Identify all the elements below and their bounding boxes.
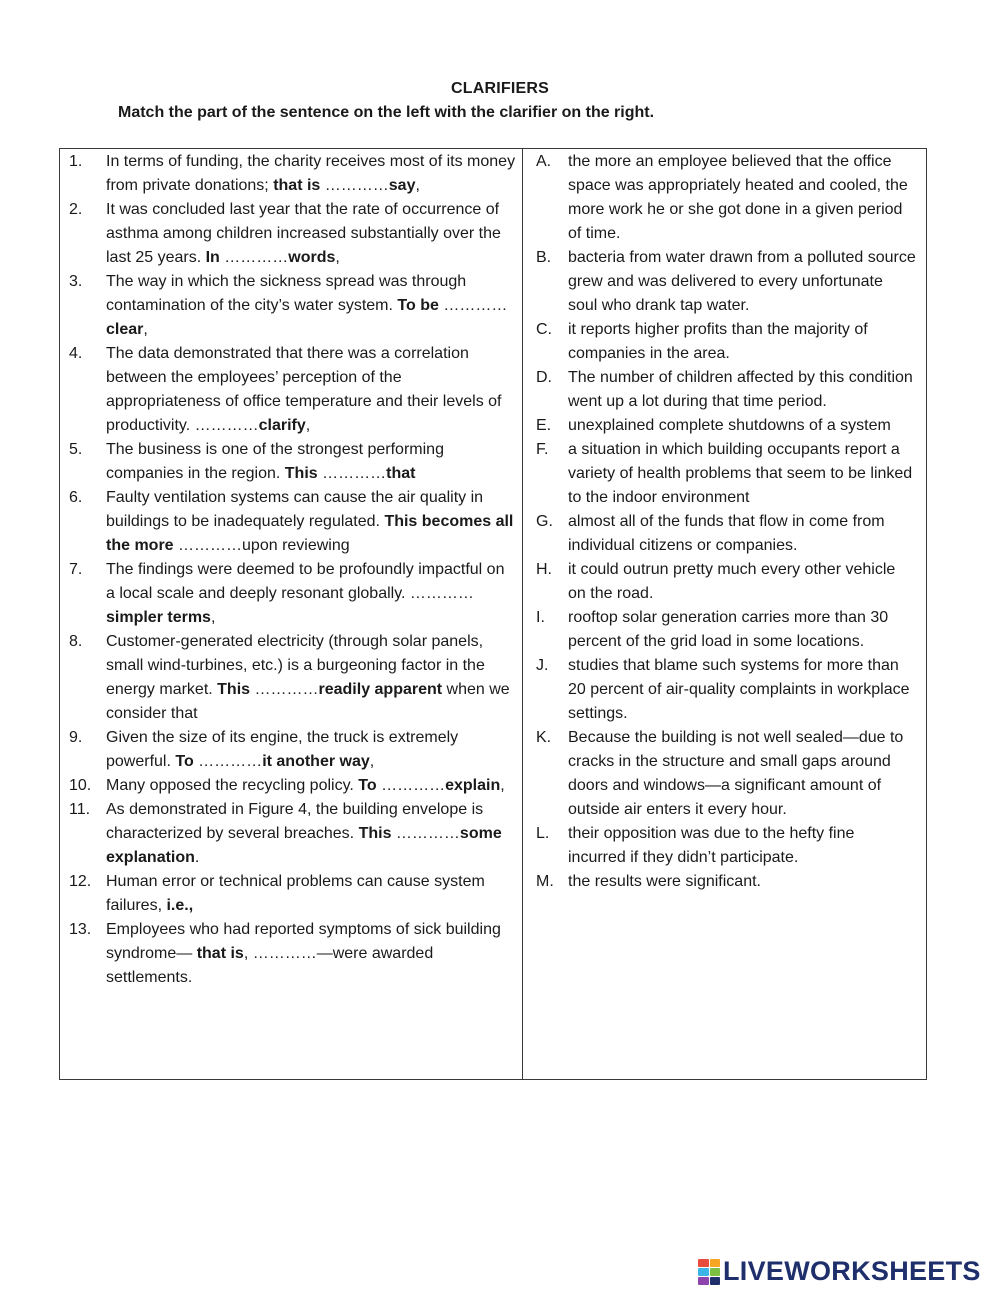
sentence-number: 6. bbox=[69, 489, 83, 506]
clarifier-phrase: This bbox=[284, 465, 318, 482]
sentence-number: 7. bbox=[69, 561, 83, 578]
instruction-text: Match the part of the sentence on the left with the clarifier on the right. bbox=[118, 104, 655, 121]
sentence-list bbox=[60, 150, 522, 990]
sentence-item bbox=[60, 726, 522, 774]
sentence-item bbox=[60, 342, 522, 438]
logo-block bbox=[710, 1277, 721, 1285]
sentence-fragment: ………… bbox=[438, 297, 508, 314]
sentence-fragment: ………… bbox=[317, 465, 387, 482]
clarifier-letter: J. bbox=[536, 657, 549, 674]
clarifier-item bbox=[523, 726, 926, 822]
sentence-item bbox=[60, 918, 522, 990]
clarifier-item bbox=[523, 438, 926, 510]
sentence-number: 13. bbox=[69, 921, 92, 938]
liveworksheets-logo bbox=[698, 1256, 981, 1287]
sentence-fragment: . bbox=[194, 849, 200, 866]
sentence-fragment: when we consider that bbox=[106, 681, 510, 722]
clarifier-phrase: some explanation bbox=[106, 825, 502, 866]
sentence-item bbox=[60, 438, 522, 486]
sentence-fragment: Faulty ventilation systems can cause the air quality in buildings to be inadequately regulated. bbox=[106, 489, 484, 530]
clarifier-letter: L. bbox=[536, 825, 550, 842]
sentence-text bbox=[106, 150, 516, 198]
clarifier-letter: F. bbox=[536, 441, 549, 458]
clarifier-text: their opposition was due to the hefty fine incurred if they didn’t participate. bbox=[568, 825, 855, 866]
clarifier-text: a situation in which building occupants report a variety of health problems that seem to be linked to the indoor environment bbox=[568, 441, 913, 506]
clarifier-item bbox=[523, 654, 926, 726]
clarifier-phrase: readily apparent bbox=[318, 681, 443, 698]
sentence-text bbox=[106, 798, 516, 870]
liveworksheets-logo-icon bbox=[698, 1259, 720, 1285]
sentence-fragment: ………… bbox=[376, 777, 446, 794]
sentence-text bbox=[106, 486, 516, 558]
clarifier-phrase: This bbox=[217, 681, 251, 698]
logo-block bbox=[710, 1259, 721, 1267]
clarifier-letter: I. bbox=[536, 609, 545, 626]
clarifier-item bbox=[523, 606, 926, 654]
clarifier-text: rooftop solar generation carries more than 30 percent of the grid load in some locations. bbox=[568, 609, 889, 650]
sentence-number: 2. bbox=[69, 201, 83, 218]
sentence-fragment: Customer-generated electricity (through solar panels, small wind-turbines, etc.) is a burgeoning factor in the energy market. bbox=[106, 633, 485, 698]
sentence-number: 3. bbox=[69, 273, 83, 290]
clarifier-phrase: it another way bbox=[262, 753, 370, 770]
clarifier-letter: D. bbox=[536, 369, 552, 386]
sentence-item bbox=[60, 270, 522, 342]
sentence-number: 4. bbox=[69, 345, 83, 362]
clarifier-item bbox=[523, 510, 926, 558]
clarifier-phrase: words bbox=[288, 249, 336, 266]
clarifier-text: the more an employee believed that the office space was appropriately heated and cooled, the more work he or she got done in a given period of time. bbox=[568, 153, 908, 242]
sentence-number: 11. bbox=[69, 801, 91, 818]
clarifier-text: almost all of the funds that flow in come from individual citizens or companies. bbox=[568, 513, 885, 554]
clarifier-phrase: This bbox=[358, 825, 392, 842]
sentence-text bbox=[106, 774, 516, 798]
sentence-fragment: Employees who had reported symptoms of sick building syndrome— bbox=[106, 921, 501, 962]
sentence-fragment: , bbox=[210, 609, 216, 626]
clarifier-letter: H. bbox=[536, 561, 552, 578]
sentence-fragment: , bbox=[415, 177, 420, 194]
sentence-text bbox=[106, 630, 516, 726]
clarifier-phrase: that is bbox=[196, 945, 244, 962]
clarifier-phrase: In bbox=[205, 249, 220, 266]
logo-text: LIVEWORKSHEETS bbox=[723, 1256, 981, 1286]
clarifier-item bbox=[523, 150, 926, 246]
sentence-fragment: Given the size of its engine, the truck is extremely powerful. bbox=[106, 729, 459, 770]
sentence-item bbox=[60, 774, 522, 798]
clarifier-phrase: that bbox=[386, 465, 416, 482]
sentence-item bbox=[60, 198, 522, 270]
sentence-fragment: ………… bbox=[320, 177, 389, 194]
sentence-item bbox=[60, 630, 522, 726]
sentence-fragment: The way in which the sickness spread was through contamination of the city’s water system. bbox=[106, 273, 467, 314]
sentence-fragment: , bbox=[500, 777, 505, 794]
clarifier-phrase: This becomes all the more bbox=[106, 513, 514, 554]
clarifier-item bbox=[523, 822, 926, 870]
clarifier-letter: G. bbox=[536, 513, 553, 530]
sentence-text bbox=[106, 198, 516, 270]
clarifier-phrase: that is bbox=[273, 177, 321, 194]
sentence-number: 5. bbox=[69, 441, 83, 458]
sentence-item bbox=[60, 150, 522, 198]
clarifier-phrase: clarify bbox=[258, 417, 306, 434]
clarifier-phrase: clear bbox=[106, 321, 144, 338]
sentence-fragment: , …………—were awarded settlements. bbox=[106, 945, 434, 986]
clarifier-letter: K. bbox=[536, 729, 552, 746]
sentence-number: 10. bbox=[69, 777, 92, 794]
clarifier-column bbox=[523, 149, 926, 1079]
sentence-item bbox=[60, 870, 522, 918]
clarifier-text: it could outrun pretty much every other vehicle on the road. bbox=[568, 561, 896, 602]
clarifier-phrase: To be bbox=[397, 297, 439, 314]
clarifier-text: unexplained complete shutdowns of a system bbox=[568, 417, 891, 434]
clarifier-phrase: To bbox=[358, 777, 377, 794]
clarifier-text: the results were significant. bbox=[568, 873, 761, 890]
logo-block bbox=[698, 1277, 709, 1285]
sentence-fragment: , bbox=[369, 753, 375, 770]
clarifier-item bbox=[523, 366, 926, 414]
sentence-fragment: The findings were deemed to be profoundly impactful on a local scale and deeply resonant globally. ………… bbox=[106, 561, 505, 602]
sentence-number: 8. bbox=[69, 633, 83, 650]
sentence-text bbox=[106, 558, 516, 630]
sentence-fragment: The data demonstrated that there was a correlation between the employees’ perception of the appropriateness of office temperature and their levels of productivity. ………… bbox=[106, 345, 502, 434]
clarifier-letter: E. bbox=[536, 417, 552, 434]
sentence-text bbox=[106, 870, 516, 918]
sentence-fragment: The business is one of the strongest performing companies in the region. bbox=[106, 441, 444, 482]
clarifier-letter: B. bbox=[536, 249, 552, 266]
clarifier-phrase: i.e., bbox=[166, 897, 194, 914]
logo-block bbox=[698, 1268, 709, 1276]
sentence-text bbox=[106, 438, 516, 486]
logo-block bbox=[710, 1268, 721, 1276]
sentence-fragment: ………… bbox=[250, 681, 319, 698]
clarifier-list bbox=[523, 150, 926, 894]
sentence-item bbox=[60, 798, 522, 870]
clarifier-item bbox=[523, 870, 926, 894]
sentence-item bbox=[60, 486, 522, 558]
sentence-fragment: ………… bbox=[193, 753, 263, 770]
clarifier-letter: C. bbox=[536, 321, 552, 338]
clarifier-text: Because the building is not well sealed—due to cracks in the structure and small gaps around doors and windows—a significant amount of outside air enters it every hour. bbox=[568, 729, 904, 818]
matching-table bbox=[59, 148, 927, 1080]
clarifier-phrase: To bbox=[175, 753, 194, 770]
clarifier-letter: M. bbox=[536, 873, 554, 890]
clarifier-item bbox=[523, 414, 926, 438]
sentence-number: 1. bbox=[69, 153, 83, 170]
sentence-column bbox=[60, 149, 523, 1079]
sentence-text bbox=[106, 270, 516, 342]
sentence-fragment: ………… bbox=[391, 825, 460, 842]
sentence-text bbox=[106, 726, 516, 774]
sentence-text bbox=[106, 342, 516, 438]
clarifier-item bbox=[523, 318, 926, 366]
clarifier-phrase: simpler terms bbox=[106, 609, 211, 626]
page-title: CLARIFIERS bbox=[451, 80, 549, 97]
sentence-text bbox=[106, 918, 516, 990]
logo-block bbox=[698, 1259, 709, 1267]
clarifier-item bbox=[523, 558, 926, 606]
clarifier-item bbox=[523, 246, 926, 318]
sentence-number: 9. bbox=[69, 729, 83, 746]
sentence-fragment: , bbox=[335, 249, 340, 266]
sentence-fragment: , bbox=[305, 417, 311, 434]
clarifier-text: studies that blame such systems for more than 20 percent of air-quality complaints in workplace settings. bbox=[568, 657, 910, 722]
sentence-fragment: ………… bbox=[219, 249, 289, 266]
clarifier-phrase: say bbox=[388, 177, 416, 194]
clarifier-phrase: explain bbox=[445, 777, 501, 794]
clarifier-text: bacteria from water drawn from a polluted source grew and was delivered to every unfortunate soul who drank tap water. bbox=[568, 249, 916, 314]
sentence-fragment: It was concluded last year that the rate of occurrence of asthma among children increased substantially over the last 25 years. bbox=[106, 201, 501, 266]
sentence-fragment: Human error or technical problems can cause system failures, bbox=[106, 873, 485, 914]
clarifier-text: it reports higher profits than the majority of companies in the area. bbox=[568, 321, 868, 362]
clarifier-text: The number of children affected by this condition went up a lot during that time period. bbox=[568, 369, 913, 410]
sentence-fragment: As demonstrated in Figure 4, the building envelope is characterized by several breaches. bbox=[106, 801, 484, 842]
sentence-fragment: , bbox=[143, 321, 148, 338]
clarifier-letter: A. bbox=[536, 153, 552, 170]
sentence-number: 12. bbox=[69, 873, 92, 890]
sentence-fragment: …………upon reviewing bbox=[173, 537, 350, 554]
sentence-item bbox=[60, 558, 522, 630]
sentence-fragment: Many opposed the recycling policy. bbox=[106, 777, 359, 794]
sentence-fragment: In terms of funding, the charity receives most of its money from private donations; bbox=[106, 153, 516, 194]
